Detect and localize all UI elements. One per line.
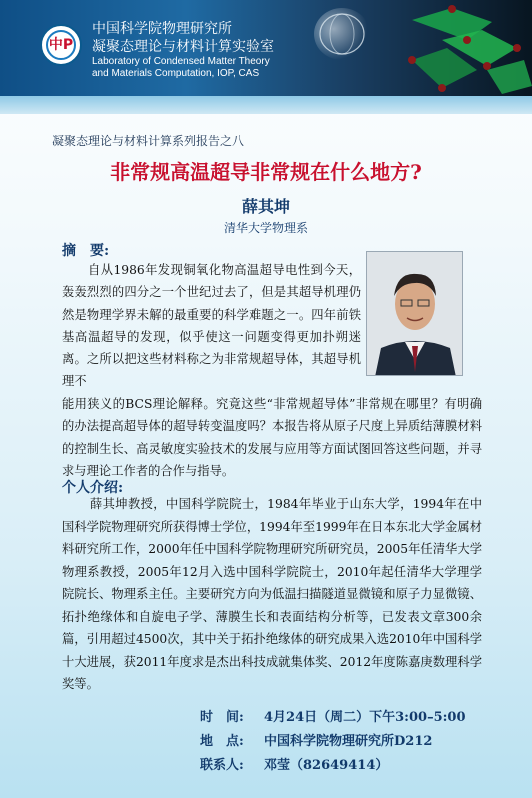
abstract-heading: 摘 要: <box>62 243 110 259</box>
event-place <box>200 730 432 749</box>
header-banner <box>0 0 532 96</box>
lab-name-cn: 凝聚态理论与材料计算实验室 <box>92 39 274 55</box>
logo-mark: 中P <box>48 37 74 53</box>
crystal-structure-art-icon <box>292 0 532 96</box>
institute-name: 中国科学院物理研究所 <box>92 21 232 37</box>
speaker-name: 薛其坤 <box>241 197 290 216</box>
talk-title: 非常规高温超导非常规在什么地方? <box>110 160 422 184</box>
contact-value: 邓莹（82649414） <box>264 758 389 773</box>
place-value: 中国科学院物理研究所D212 <box>264 734 433 749</box>
portrait-icon <box>367 252 463 376</box>
abstract-text-wrapped: 自从1986年发现铜氧化物高温超导电性到今天，轰轰烈烈的四分之一个世纪过去了，但是其超导机理仍然是物理学界未解的最重要的科学难题之一。四年前铁基高温超导的发现，似乎使这一问题变得更加扑朔迷离。之所以把这些材料称之为非常规超导体，其超导机理不 <box>62 263 361 389</box>
speaker-portrait <box>366 251 463 376</box>
time-label: 时 间: <box>200 710 244 725</box>
header-band <box>0 96 532 114</box>
bio-heading: 个人介绍: <box>62 480 124 496</box>
event-contact <box>200 754 388 773</box>
series-label: 凝聚态理论与材料计算系列报告之八 <box>52 134 245 148</box>
contact-label: 联系人: <box>200 758 244 773</box>
lab-name-en-line1: Laboratory of Condensed Matter Theory <box>92 56 270 67</box>
abstract-text-wide: 能用狭义的BCS理论解释。究竟这些“非常规超导体”非常规在哪里？有明确的办法提高超导体的超导转变温度吗？本报告将从原子尺度上异质结薄膜材料的控制生长、高灵敏度实验技术的发展与应用等方面试图回答这些问题，并寻求与理论工作者的合作与指导。 <box>62 397 482 478</box>
place-label: 地 点: <box>200 734 244 749</box>
iop-cas-logo-icon <box>40 24 82 66</box>
time-value: 4月24日（周二）下午3:00–5:00 <box>264 710 466 725</box>
bio-text: 薛其坤教授，中国科学院院士，1984年毕业于山东大学，1994年在中国科学院物理研究所获得博士学位，1994年至1999年在日本东北大学金属材料研究所工作，2000年任中国科学院物理研究所研究员，2005年任清华大学物理系教授，2005年12月入选中国科学院院士，2010年起任清华大学理学院院长、物理系主任。主要研究方向为低温扫描隧道显微镜和原子力显微镜、拓扑绝缘体和自旋电子学、薄膜生长和表面结构分析等，已发表文章300余篇，引用超过4500次，其中关于拓扑绝缘体的研究成果入选2010年中国科学十大进展，获2011年度求是杰出科技成就集体奖、2012年度陈嘉庚数理科学奖等。 <box>62 497 482 691</box>
speaker-affiliation: 清华大学物理系 <box>223 221 308 235</box>
lab-name-en-line2: and Materials Computation, IOP, CAS <box>92 68 260 79</box>
institute-block <box>92 20 274 80</box>
event-time <box>200 706 466 725</box>
